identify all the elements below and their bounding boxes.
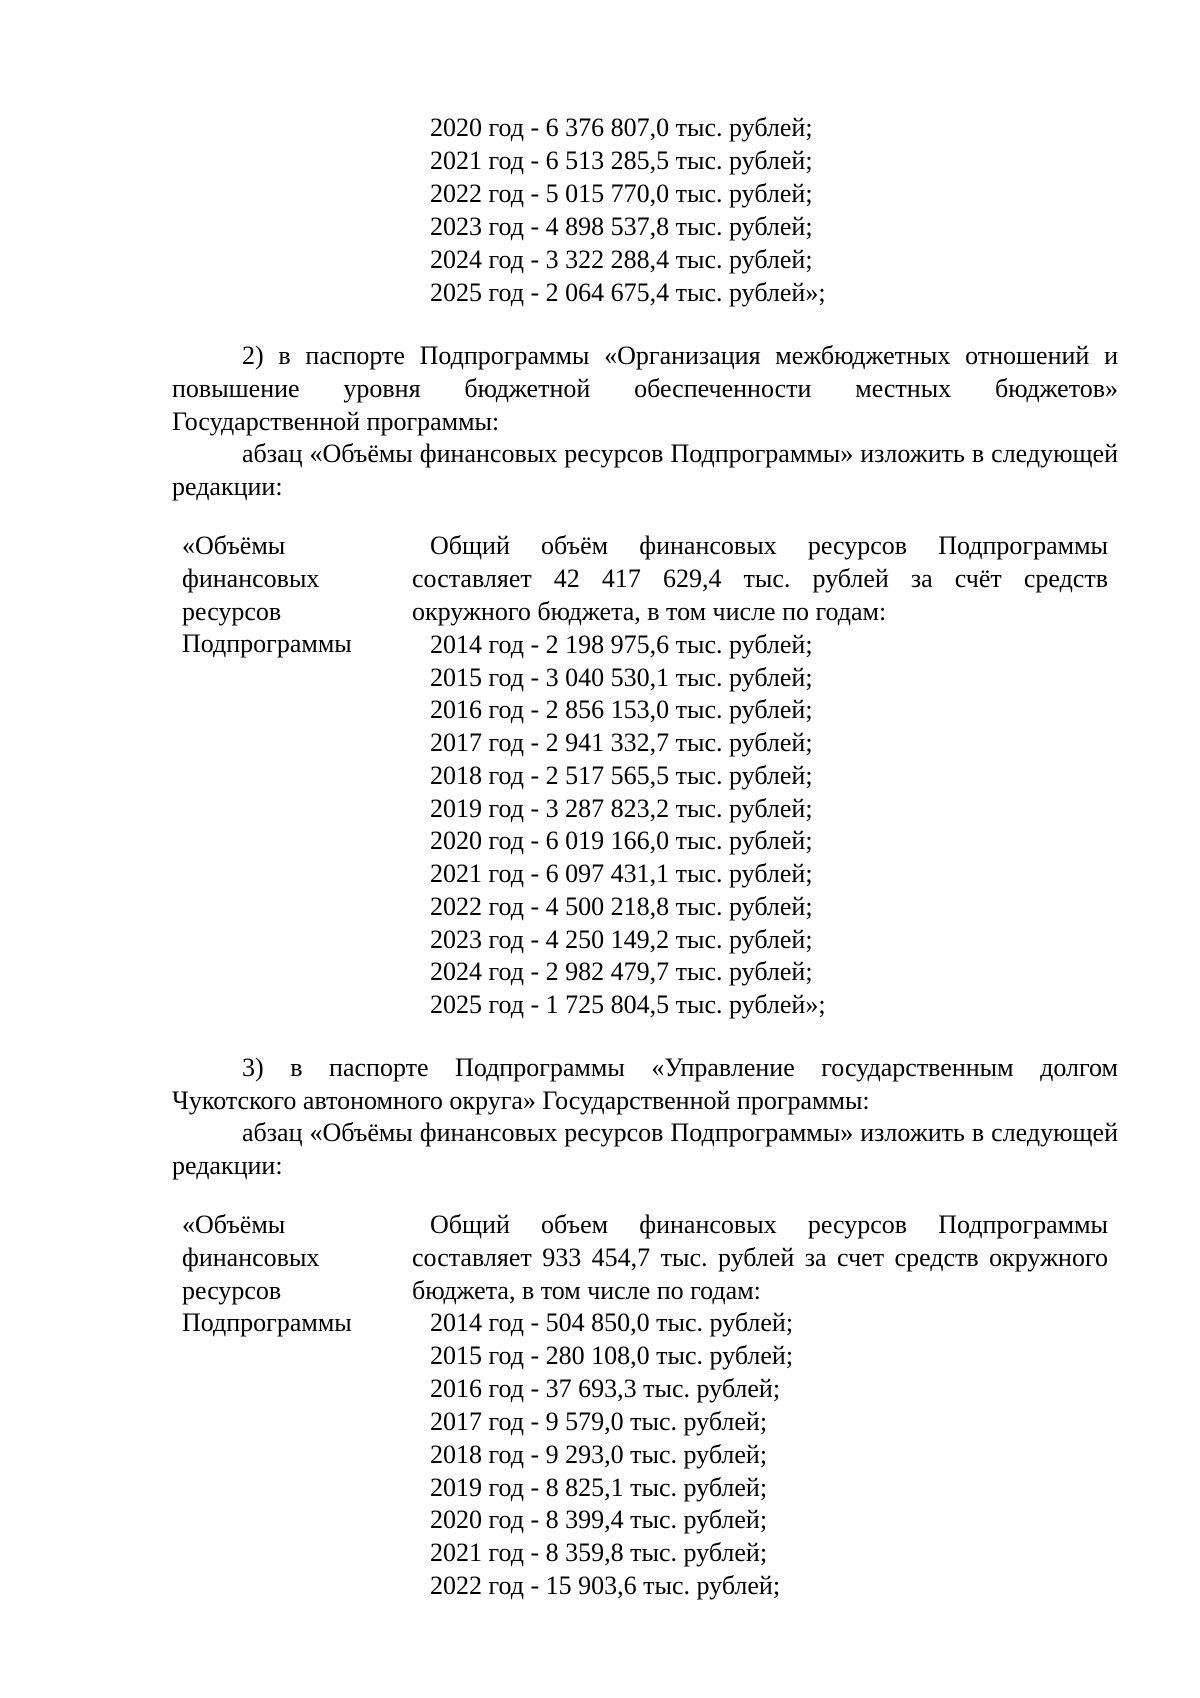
year-line: 2025 год - 1 725 804,5 тыс. рублей»; <box>430 990 826 1019</box>
label-line: ресурсов <box>182 1275 282 1305</box>
year-line: 2018 год - 2 517 565,5 тыс. рублей; <box>430 761 813 790</box>
year-line: 2017 год - 2 941 332,7 тыс. рублей; <box>430 728 813 757</box>
section-2-label <box>182 530 392 661</box>
year-line: 2023 год - 4 250 149,2 тыс. рублей; <box>430 925 813 954</box>
label-line: Подпрограммы <box>182 1308 352 1338</box>
year-line: 2021 год - 8 359,8 тыс. рублей; <box>430 1538 768 1567</box>
year-line: 2015 год - 3 040 530,1 тыс. рублей; <box>430 663 813 692</box>
year-line: 2017 год - 9 579,0 тыс. рублей; <box>430 1407 768 1436</box>
section-3-summary: Общий объем финансовых ресурсов Подпрограммы составляет 933 454,7 тыс. рублей за счет средств окружного бюджета, в том числе по годам: <box>412 1210 1108 1305</box>
year-line: 2022 год - 15 903,6 тыс. рублей; <box>430 1571 781 1600</box>
label-line: Подпрограммы <box>182 629 352 659</box>
year-line: 2018 год - 9 293,0 тыс. рублей; <box>430 1440 768 1469</box>
year-line: 2015 год - 280 108,0 тыс. рублей; <box>430 1341 794 1370</box>
year-line: 2014 год - 2 198 975,6 тыс. рублей; <box>430 630 813 659</box>
section-2-instruction: абзац «Объёмы финансовых ресурсов Подпрограммы» изложить в следующей редакции: <box>172 439 1118 501</box>
section-3-label <box>182 1209 392 1340</box>
year-line: 2025 год - 2 064 675,4 тыс. рублей»; <box>430 278 826 307</box>
year-line: 2016 год - 2 856 153,0 тыс. рублей; <box>430 695 813 724</box>
year-line: 2020 год - 6 376 807,0 тыс. рублей; <box>430 113 813 142</box>
year-line: 2022 год - 5 015 770,0 тыс. рублей; <box>430 179 813 208</box>
section-3-instruction: абзац «Объёмы финансовых ресурсов Подпрограммы» изложить в следующей редакции: <box>172 1118 1118 1180</box>
section-2-intro: 2) в паспорте Подпрограммы «Организация межбюджетных отношений и повышение уровня бюджетной обеспеченности местных бюджетов» Государственной программы: <box>172 341 1118 436</box>
label-line: «Объёмы <box>182 531 286 560</box>
label-line: «Объёмы <box>182 1210 286 1239</box>
label-line: финансовых <box>182 1242 320 1272</box>
section-3-intro: 3) в паспорте Подпрограммы «Управление государственным долгом Чукотского автономного округа» Государственной программы: <box>172 1053 1118 1115</box>
label-line: ресурсов <box>182 596 282 626</box>
year-line: 2019 год - 3 287 823,2 тыс. рублей; <box>430 794 813 823</box>
label-line: финансовых <box>182 563 320 593</box>
year-line: 2021 год - 6 097 431,1 тыс. рублей; <box>430 859 813 888</box>
year-line: 2024 год - 2 982 479,7 тыс. рублей; <box>430 957 813 986</box>
year-line: 2016 год - 37 693,3 тыс. рублей; <box>430 1374 781 1403</box>
year-line: 2021 год - 6 513 285,5 тыс. рублей; <box>430 146 813 175</box>
year-line: 2019 год - 8 825,1 тыс. рублей; <box>430 1473 768 1502</box>
year-line: 2020 год - 6 019 166,0 тыс. рублей; <box>430 826 813 855</box>
year-line: 2022 год - 4 500 218,8 тыс. рублей; <box>430 892 813 921</box>
year-line: 2023 год - 4 898 537,8 тыс. рублей; <box>430 212 813 241</box>
year-line: 2024 год - 3 322 288,4 тыс. рублей; <box>430 245 813 274</box>
year-line: 2014 год - 504 850,0 тыс. рублей; <box>430 1308 794 1337</box>
year-line: 2020 год - 8 399,4 тыс. рублей; <box>430 1505 768 1534</box>
section-2-summary: Общий объём финансовых ресурсов Подпрограммы составляет 42 417 629,4 тыс. рублей за счёт средств окружного бюджета, в том числе по годам: <box>412 531 1108 626</box>
